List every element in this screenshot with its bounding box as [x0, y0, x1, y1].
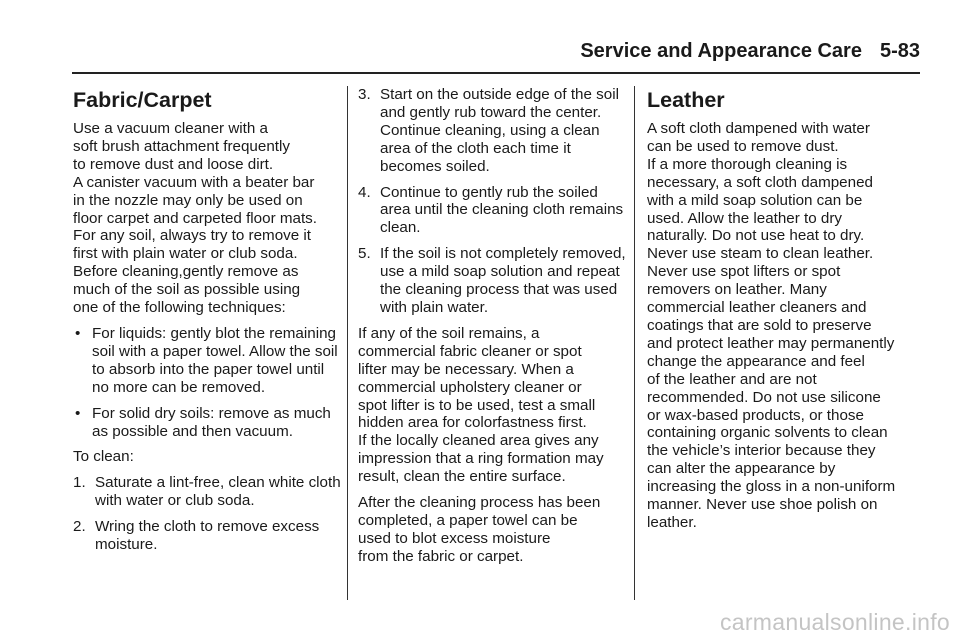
text-line: soft brush attachment frequently: [73, 137, 290, 155]
column-2: [358, 86, 626, 566]
text-line: completed, a paper towel can be: [358, 511, 578, 529]
text-line: the vehicle’s interior because they: [647, 442, 876, 460]
text-line: lifter may be necessary. When a: [358, 360, 574, 378]
bullet-mark: •: [75, 404, 81, 422]
text-line: A soft cloth dampened with water: [647, 120, 870, 137]
text-line: If any of the soil remains, a: [358, 324, 540, 342]
text-line: to remove dust and loose dirt.: [73, 155, 274, 173]
text-line: result, clean the entire surface.: [358, 468, 566, 486]
text-line: and protect leather may permanently: [647, 334, 895, 352]
text-line: commercial leather cleaners and: [647, 299, 867, 317]
text-line: containing organic solvents to clean: [647, 424, 888, 442]
step-item: [73, 474, 345, 510]
column-divider: [347, 86, 348, 600]
page-number: 5-83: [879, 40, 920, 62]
text-line: commercial upholstery cleaner or: [358, 378, 582, 396]
column-1: [73, 86, 345, 562]
header-rule: [72, 72, 920, 74]
step-number: 1.: [73, 474, 86, 492]
bullet-mark: •: [75, 324, 81, 342]
step-item: [358, 86, 626, 176]
text-line: increasing the gloss in a non-uniform: [647, 478, 896, 496]
list-item-text: For solid dry soils: remove as much as possible and then vacuum.: [92, 404, 331, 440]
step-number: 2.: [73, 518, 86, 536]
text-line: removers on leather. Many: [647, 281, 827, 299]
text-line: Never use spot lifters or spot: [647, 263, 841, 281]
cleaning-steps-continued: [358, 86, 626, 317]
text-line: one of the following techniques:: [73, 299, 286, 317]
step-item: [73, 518, 345, 554]
text-line: spot lifter is to be used, test a small: [358, 396, 596, 414]
leather-heading: Leather: [647, 88, 725, 112]
cleaning-steps: [73, 474, 345, 554]
page-header: [580, 40, 920, 63]
text-line: Use a vacuum cleaner with a: [73, 120, 268, 137]
leather-paragraph: [647, 120, 922, 532]
text-line: leather.: [647, 513, 697, 531]
text-line: naturally. Do not use heat to dry.: [647, 227, 865, 245]
step-number: 3.: [358, 86, 371, 103]
text-line: manner. Never use shoe polish on: [647, 496, 878, 514]
text-line: necessary, a soft cloth dampened: [647, 173, 873, 191]
text-line: much of the soil as possible using: [73, 281, 301, 299]
text-line: For any soil, always try to remove it: [73, 227, 312, 245]
text-line: If a more thorough cleaning is: [647, 155, 848, 173]
text-line: recommended. Do not use silicone: [647, 388, 881, 406]
step-number: 5.: [358, 245, 371, 263]
text-line: commercial fabric cleaner or spot: [358, 342, 582, 360]
step-item: [358, 184, 626, 238]
text-line: can be used to remove dust.: [647, 137, 839, 155]
text-line: hidden area for colorfastness first.: [358, 414, 587, 432]
text-line: used to blot excess moisture: [358, 529, 551, 547]
column-divider: [634, 86, 635, 600]
step-text: Start on the outside edge of the soil and gently rub toward the center. Continue cleaning, using a clean area of the cloth each time it becomes soiled.: [380, 86, 619, 175]
list-item: [73, 325, 345, 397]
list-item-text: For liquids: gently blot the remaining soil with a paper towel. Allow the soil to absorb into the paper towel until no more can be removed.: [92, 324, 338, 396]
text-line: can alter the appearance by: [647, 460, 836, 478]
text-line: with a mild soap solution can be: [647, 191, 863, 209]
list-item: [73, 405, 345, 441]
step-text: Continue to gently rub the soiled area until the cleaning cloth remains clean.: [380, 183, 624, 237]
text-line: Never use steam to clean leather.: [647, 245, 874, 263]
spot-cleaner-paragraph: [358, 325, 626, 486]
text-line: of the leather and are not: [647, 370, 817, 388]
fabric-heading: Fabric/Carpet: [73, 88, 212, 112]
section-title: Service and Appearance Care: [580, 40, 862, 62]
text-line: first with plain water or club soda.: [73, 245, 298, 263]
text-line: change the appearance and feel: [647, 352, 865, 370]
text-line: A canister vacuum with a beater bar: [73, 173, 315, 191]
text-line: in the nozzle may only be used on: [73, 191, 303, 209]
text-line: impression that a ring formation may: [358, 450, 604, 468]
step-item: [358, 245, 626, 317]
text-line: Before cleaning,gently remove as: [73, 263, 299, 281]
text-line: floor carpet and carpeted floor mats.: [73, 209, 317, 227]
text-line: If the locally cleaned area gives any: [358, 432, 599, 450]
step-text: Wring the cloth to remove excess moisture.: [95, 518, 320, 554]
watermark: carmanualsonline.info: [719, 609, 950, 635]
fabric-intro: [73, 120, 345, 317]
to-clean-label: To clean:: [73, 448, 134, 466]
text-line: from the fabric or carpet.: [358, 547, 524, 565]
text-line: After the cleaning process has been: [358, 494, 601, 512]
text-line: used. Allow the leather to dry: [647, 209, 843, 227]
after-cleaning-paragraph: [358, 494, 626, 566]
technique-list: [73, 325, 345, 440]
column-3: [647, 86, 922, 532]
step-number: 4.: [358, 183, 371, 201]
step-text: Saturate a lint-free, clean white cloth with water or club soda.: [95, 474, 341, 510]
step-text: If the soil is not completely removed, use a mild soap solution and repeat the cleaning process that was used with plain water.: [380, 245, 626, 316]
text-line: coatings that are sold to preserve: [647, 316, 872, 334]
text-line: or wax-based products, or those: [647, 406, 864, 424]
